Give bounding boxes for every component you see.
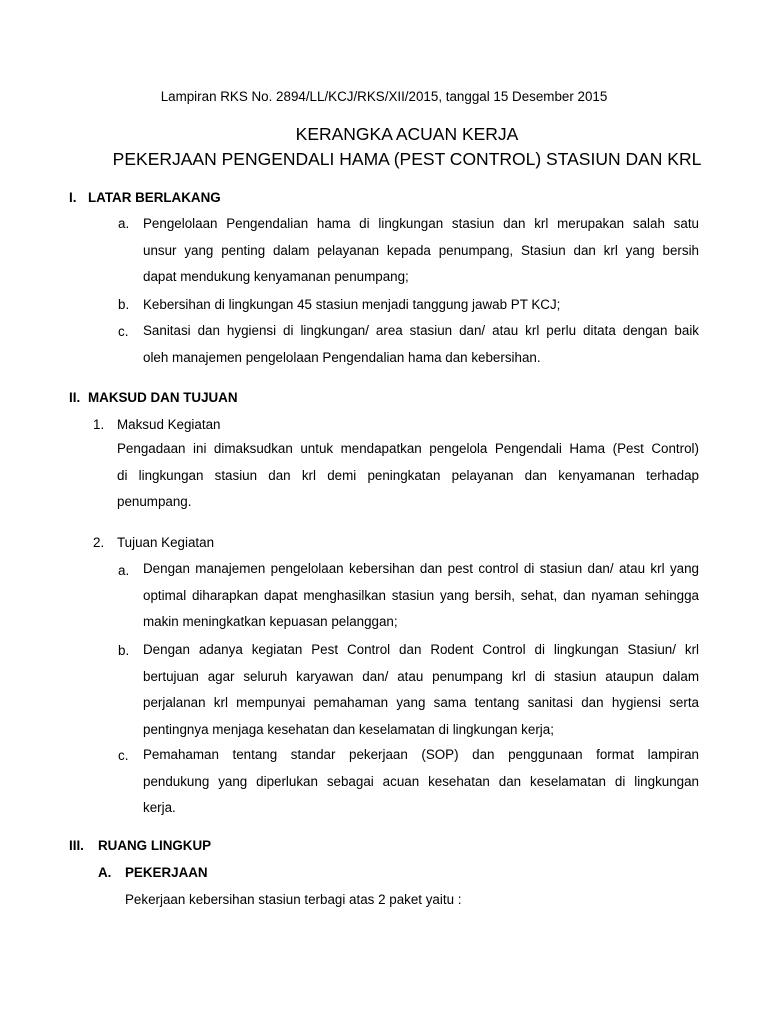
section1-item-a-marker: a. xyxy=(118,216,130,231)
section2-sub2-item-b xyxy=(143,637,699,743)
section3-number: III. xyxy=(69,838,84,853)
section2-sub2-item-b-marker: b. xyxy=(118,643,130,658)
paragraph-line: penumpang. xyxy=(117,494,192,509)
paragraph-line: pendukung yang diperlukan sebagai acuan kesehatan dan keselamatan di lingkungan xyxy=(143,773,699,789)
section1-item-b-marker: b. xyxy=(118,297,130,312)
section1-number: I. xyxy=(69,190,77,205)
section2-sub2-marker: 2. xyxy=(93,535,105,550)
section2-number: II. xyxy=(69,390,81,405)
paragraph-line: Sanitasi dan hygiensi di lingkungan/ area stasiun dan/ atau krl perlu ditata dengan baik xyxy=(143,323,699,338)
paragraph-line: pentingnya menjaga kesehatan dan keselamatan di lingkungan kerja; xyxy=(143,721,554,737)
section1-item-c xyxy=(143,318,699,371)
section2-sub1-heading: Maksud Kegiatan xyxy=(117,417,221,432)
section2-sub1-marker: 1. xyxy=(93,417,105,432)
section2-sub2-item-a xyxy=(143,556,699,636)
paragraph-line: optimal diharapkan dapat menghasilkan stasiun yang bersih, sehat, dan nyaman sehingga xyxy=(143,587,699,603)
document-title-line1: KERANGKA ACUAN KERJA xyxy=(295,124,519,144)
paragraph-line: makin meningkatkan kepuasan pelanggan; xyxy=(143,614,398,629)
section2-sub1-paragraph xyxy=(117,436,699,516)
paragraph-line: Pengadaan ini dimaksudkan untuk mendapatkan pengelola Pengendali Hama (Pest Control) xyxy=(117,441,699,456)
section1-item-c-marker: c. xyxy=(118,324,129,339)
paragraph-line: perjalanan krl mempunyai pemahaman yang sama tentang sanitasi dan hygiensi serta xyxy=(143,695,699,710)
section3-subA-marker: A. xyxy=(98,865,112,880)
section2-sub2-item-a-marker: a. xyxy=(118,563,130,578)
paragraph-line: Dengan adanya kegiatan Pest Control dan Rodent Control di lingkungan Stasiun/ krl xyxy=(143,642,699,657)
section2-sub2-heading: Tujuan Kegiatan xyxy=(117,535,215,550)
paragraph-line: unsur yang penting dalam pelayanan kepada penumpang, Stasiun dan krl yang bersih xyxy=(143,242,699,258)
section3-heading: RUANG LINGKUP xyxy=(98,838,212,853)
paragraph-line: Dengan manajemen pengelolaan kebersihan dan pest control di stasiun dan/ atau krl yang xyxy=(143,561,699,576)
paragraph-line: Pengelolaan Pengendalian hama di lingkungan stasiun dan krl merupakan salah satu xyxy=(143,216,699,231)
paragraph-line: Pemahaman tentang standar pekerjaan (SOP) dan penggunaan format lampiran xyxy=(143,747,699,762)
paragraph-line: di lingkungan stasiun dan krl demi peningkatan pelayanan dan kenyamanan terhadap xyxy=(117,467,699,483)
section1-item-a xyxy=(143,211,699,291)
paragraph-line: dapat mendukung kenyamanan penumpang; xyxy=(143,269,409,284)
section3-subA-heading: PEKERJAAN xyxy=(125,865,208,880)
document-title-line2: PEKERJAAN PENGENDALI HAMA (PEST CONTROL) STASIUN DAN KRL xyxy=(112,149,702,169)
section1-item-b xyxy=(143,292,699,319)
reference-line: Lampiran RKS No. 2894/LL/KCJ/RKS/XII/2015, tanggal 15 Desember 2015 xyxy=(160,89,608,104)
section2-sub2-item-c xyxy=(143,742,699,822)
section1-heading: LATAR BERLAKANG xyxy=(88,190,221,205)
paragraph-line: Kebersihan di lingkungan 45 stasiun menjadi tanggung jawab PT KCJ; xyxy=(143,297,561,312)
section2-sub2-item-c-marker: c. xyxy=(118,748,129,763)
section3-subA-text: Pekerjaan kebersihan stasiun terbagi atas 2 paket yaitu : xyxy=(125,892,462,907)
paragraph-line: kerja. xyxy=(143,800,176,815)
section2-heading: MAKSUD DAN TUJUAN xyxy=(88,390,238,405)
paragraph-line: bertujuan agar seluruh karyawan dan/ atau penumpang krl di stasiun ataupun dalam xyxy=(143,668,699,684)
paragraph-line: oleh manajemen pengelolaan Pengendalian hama dan kebersihan. xyxy=(143,349,541,365)
